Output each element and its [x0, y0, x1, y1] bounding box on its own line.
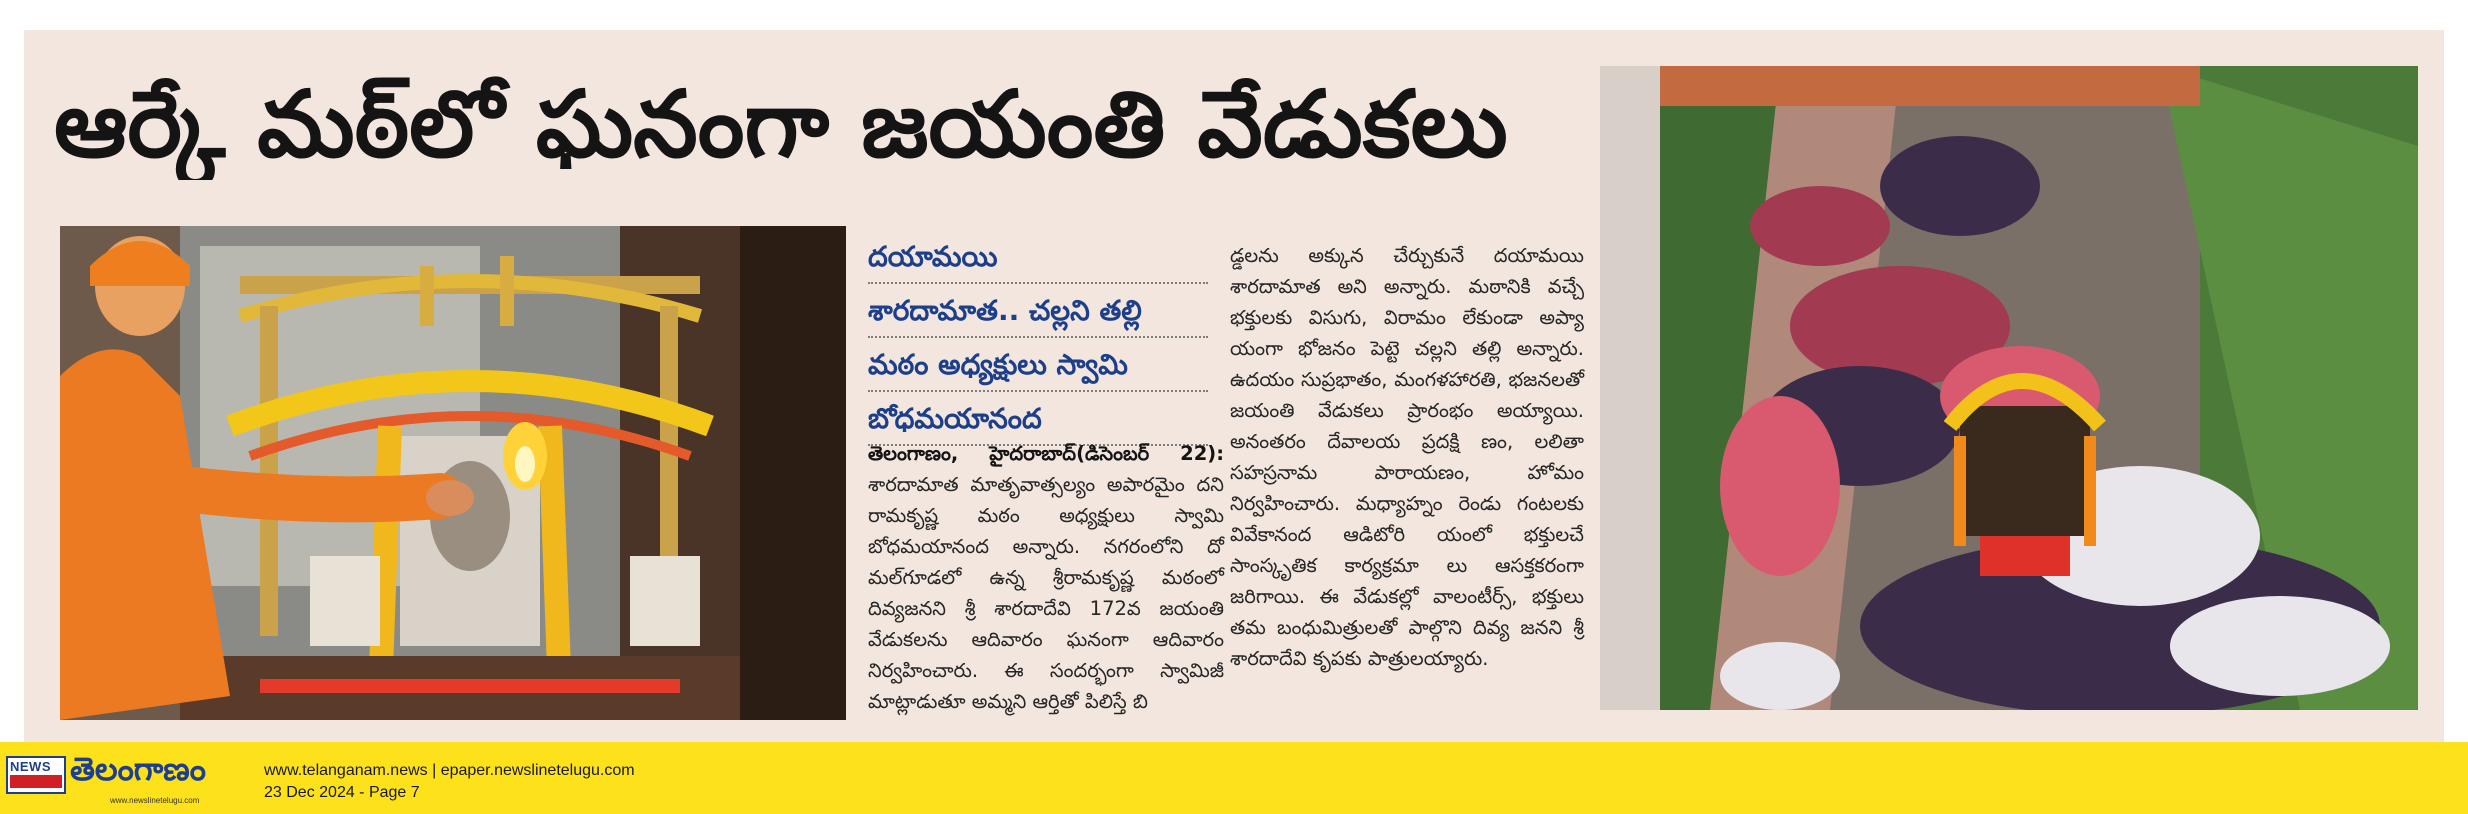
newsline-logo[interactable]	[6, 756, 66, 794]
dateline: తెలంగాణం, హైదరాబాద్(డిసెంబర్ 22):	[868, 442, 1224, 465]
subheadline-line: దయామయి	[868, 230, 1208, 284]
telanganam-logo[interactable]: తెలంగాణం	[70, 750, 206, 788]
logo-red-band	[10, 775, 62, 788]
logo-url: www.newslinetelugu.com	[110, 796, 200, 805]
headline: ఆర్కే మఠ్‌లో ఘనంగా జయంతి వేడుకలు	[54, 71, 1508, 178]
procession-photo	[1600, 66, 2418, 710]
altar-aarti-photo	[60, 226, 846, 720]
procession-illustration	[1600, 66, 2418, 710]
footer-links[interactable]: www.telanganam.news | epaper.newslinetelugu.com	[264, 762, 635, 779]
subheadline-line: శారదామాత.. చల్లని తల్లి	[868, 284, 1208, 338]
subheadline-line: మఠం అధ్యక్షులు స్వామి	[868, 338, 1208, 392]
logo-news-text: NEWS	[10, 759, 51, 774]
article-column-2	[1230, 240, 1584, 674]
article-text: డ్డలను అక్కున చేర్చుకునే దయామయి శారదామాత అని అన్నారు. మఠానికి వచ్చే భక్తులకు విసుగు, విరామం లేకుండా అప్యా యంగా భోజనం పెట్టె చల్లని తల్లి అన్నారు. ఉదయం సుప్రభాతం, మంగళహారతి, భజనలతో జయంతి వేడుకలు ప్రారంభం అయ్యాయి. అనంతరం దేవాలయ ప్రదక్షి ణం, లలితా సహస్రనామ పారాయణం, హోమం నిర్వహించారు. మధ్యాహ్నం రెండు గంటలకు వివేకానంద ఆడిటోరి యంలో భక్తులచే సాంస్కృతిక కార్యక్రమా లు ఆసక్తకరంగా జరిగాయి. ఈ వేడుకల్లో వాలంటీర్స్, భక్తులు తమ బంధుమిత్రులతో పాల్గొని దివ్య జనని శ్రీ శారదాదేవి కృపకు పాత్రులయ్యారు.	[1230, 244, 1584, 670]
subheadline-line: బోధమయానంద	[868, 392, 1208, 446]
newspaper-page	[24, 30, 2444, 742]
footer-edition: 23 Dec 2024 - Page 7	[264, 784, 420, 801]
altar-aarti-illustration	[60, 226, 846, 720]
subheadline-block	[868, 230, 1208, 446]
article-column-1	[868, 438, 1224, 717]
footer-bar	[0, 742, 2468, 814]
article-text: శారదామాత మాతృవాత్సల్యం అపారమైం దని రామకృష్ణ మఠం అధ్యక్షులు స్వామి బోధమయానంద అన్నారు. నగరంలోని దో మల్‌గూడలో ఉన్న శ్రీరామకృష్ణ మఠంలో దివ్యజనని శ్రీ శారదాదేవి 172వ జయంతి వేడుకలను ఆదివారం ఘనంగా ఆదివారం నిర్వహించారు. ఈ సందర్భంగా స్వామిజీ మాట్లాడుతూ అమ్మని ఆర్తితో పిలిస్తే బి	[868, 473, 1224, 713]
